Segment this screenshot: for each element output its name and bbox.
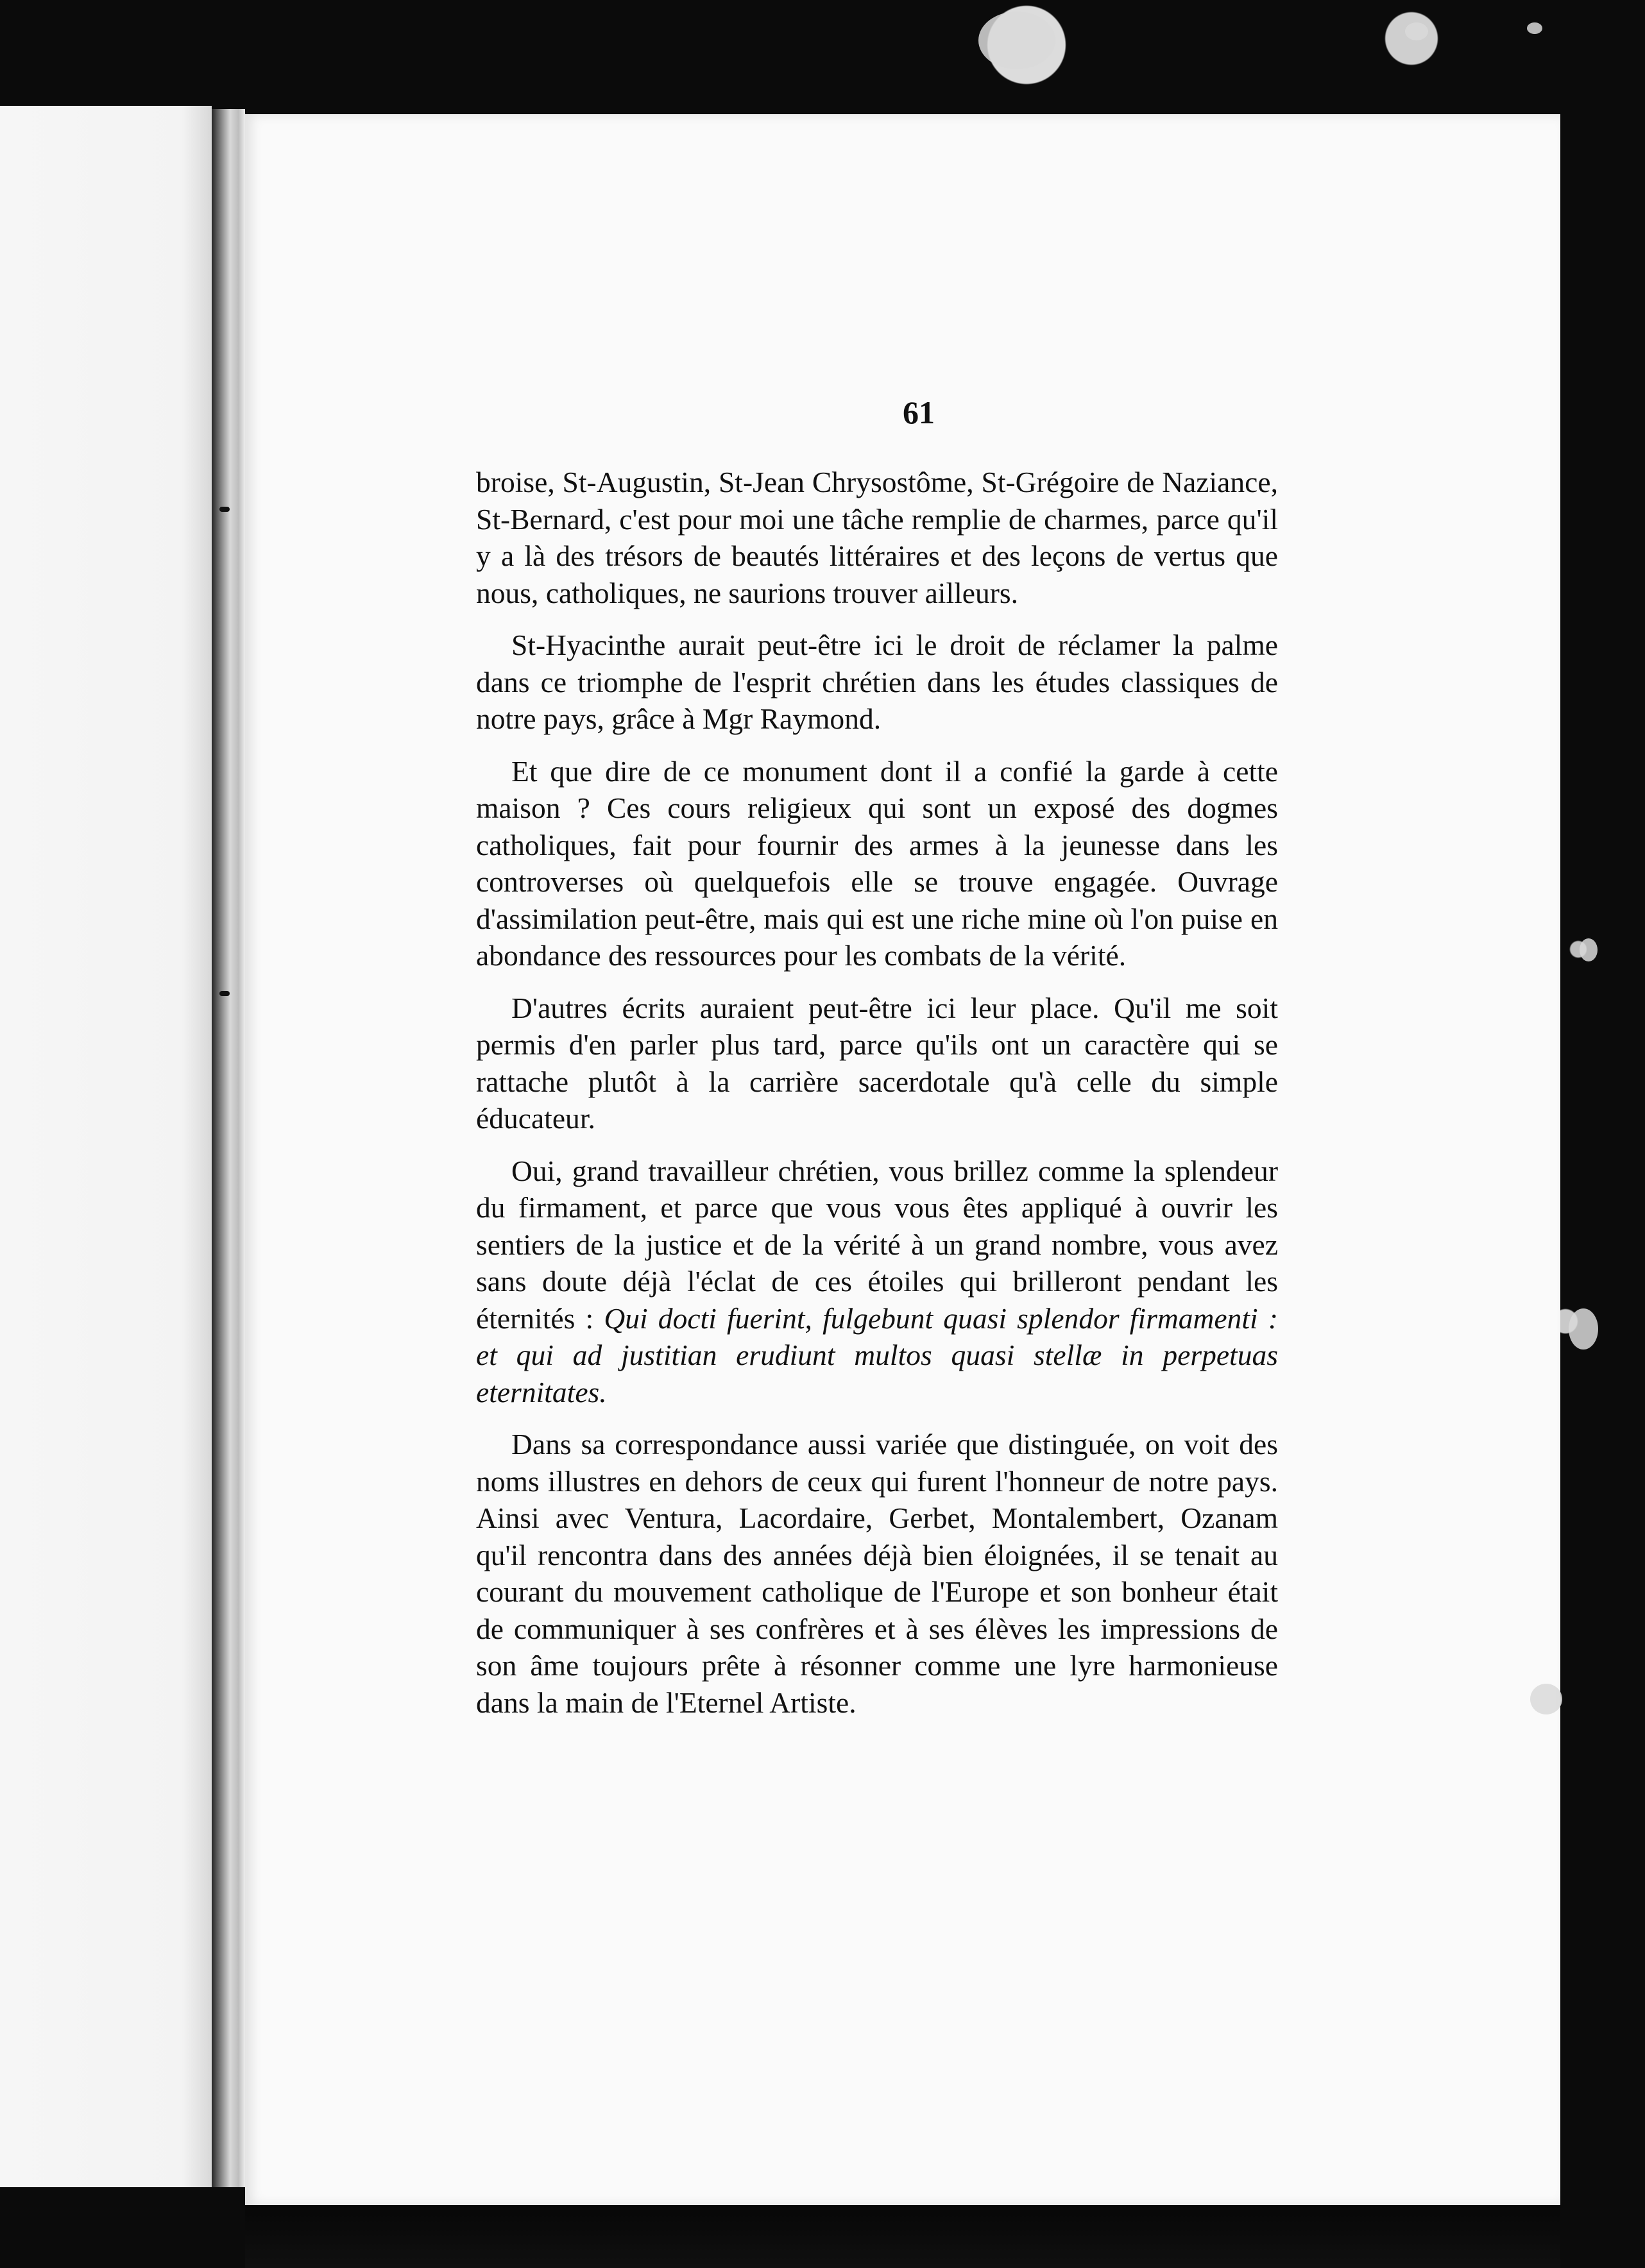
paragraph-3: Et que dire de ce monument dont il a confié la garde à cette maison ? Ces cours religieux qui sont un exposé des dogmes catholiques, fait pour fournir des armes à la jeunesse dans les controverses où quelquefois elle se trouve engagée. Ouvrage d'assimilation peut-être, mais qui est une riche mine où l'on puise en abondance des ressources pour les combats de la vérité. xyxy=(476,754,1278,972)
bottom-scan-edge xyxy=(245,2205,1560,2268)
paragraph-4: D'autres écrits auraient peut-être ici leur place. Qu'il me soit permis d'en parler plus tard, parce qu'ils ont un caractère qui se rattache plutôt à la carrière sacerdotale qu'à celle du simple éducateur. xyxy=(476,991,1278,1135)
binding-stitch-mark xyxy=(219,991,230,996)
paragraph-5-text: Oui, grand travailleur chrétien, vous brillez comme la splendeur du firmament, et parce que vous vous êtes appliqué à ouvrir les sentiers de la justice et de la vérité à un grand nombre, vous avez sans doute déjà l'éclat de ces étoiles qui brilleront pendant les éternités : xyxy=(476,1154,1278,1335)
scan-speck xyxy=(1527,22,1542,34)
paragraph-5 xyxy=(476,1153,1278,1411)
paragraph-1: broise, St-Augustin, St-Jean Chrysostôme, St-Grégoire de Naziance, St-Bernard, c'est pour moi une tâche remplie de charmes, parce qu'il y a là des trésors de beautés littéraires et des leçons de vertus que nous, catholiques, ne saurions trouver ailleurs. xyxy=(476,466,1278,609)
book-gutter xyxy=(212,109,245,2187)
right-page xyxy=(245,114,1560,2205)
scan-speck xyxy=(1569,1308,1598,1350)
latin-quotation: Qui docti fuerint, fulgebunt quasi splendor firmamenti : et qui ad justitian erudiunt multos quasi stellæ in perpetuas eternitates. xyxy=(476,1301,1278,1409)
paragraph-2: St-Hyacinthe aurait peut-être ici le droit de réclamer la palme dans ce triomphe de l'esprit chrétien dans les études classiques de notre pays, grâce à Mgr Raymond. xyxy=(476,629,1278,735)
left-page xyxy=(0,106,212,2187)
binding-stitch-mark xyxy=(219,507,230,512)
scan-speck xyxy=(1530,1684,1562,1714)
scan-speck xyxy=(1580,938,1598,961)
page-number: 61 xyxy=(903,394,935,430)
paragraph-6: Dans sa correspondance aussi variée que distinguée, on voit des noms illustres en dehors de ceux qui furent l'honneur de notre pays. Ainsi avec Ventura, Lacordaire, Gerbet, Montalembert, Ozanam qu'il rencontra dans des années déjà bien éloignées, il se tenait au courant du mouvement catholique de l'Europe et son bonheur était de communiquer à ses confrères et à ses élèves les impressions de son âme toujours prête à résonner comme une lyre harmonieuse dans la main de l'Eternel Artiste. xyxy=(476,1428,1278,1719)
scan-speck xyxy=(1405,22,1428,40)
scan-speck xyxy=(978,12,1055,69)
body-text xyxy=(476,464,1278,1736)
